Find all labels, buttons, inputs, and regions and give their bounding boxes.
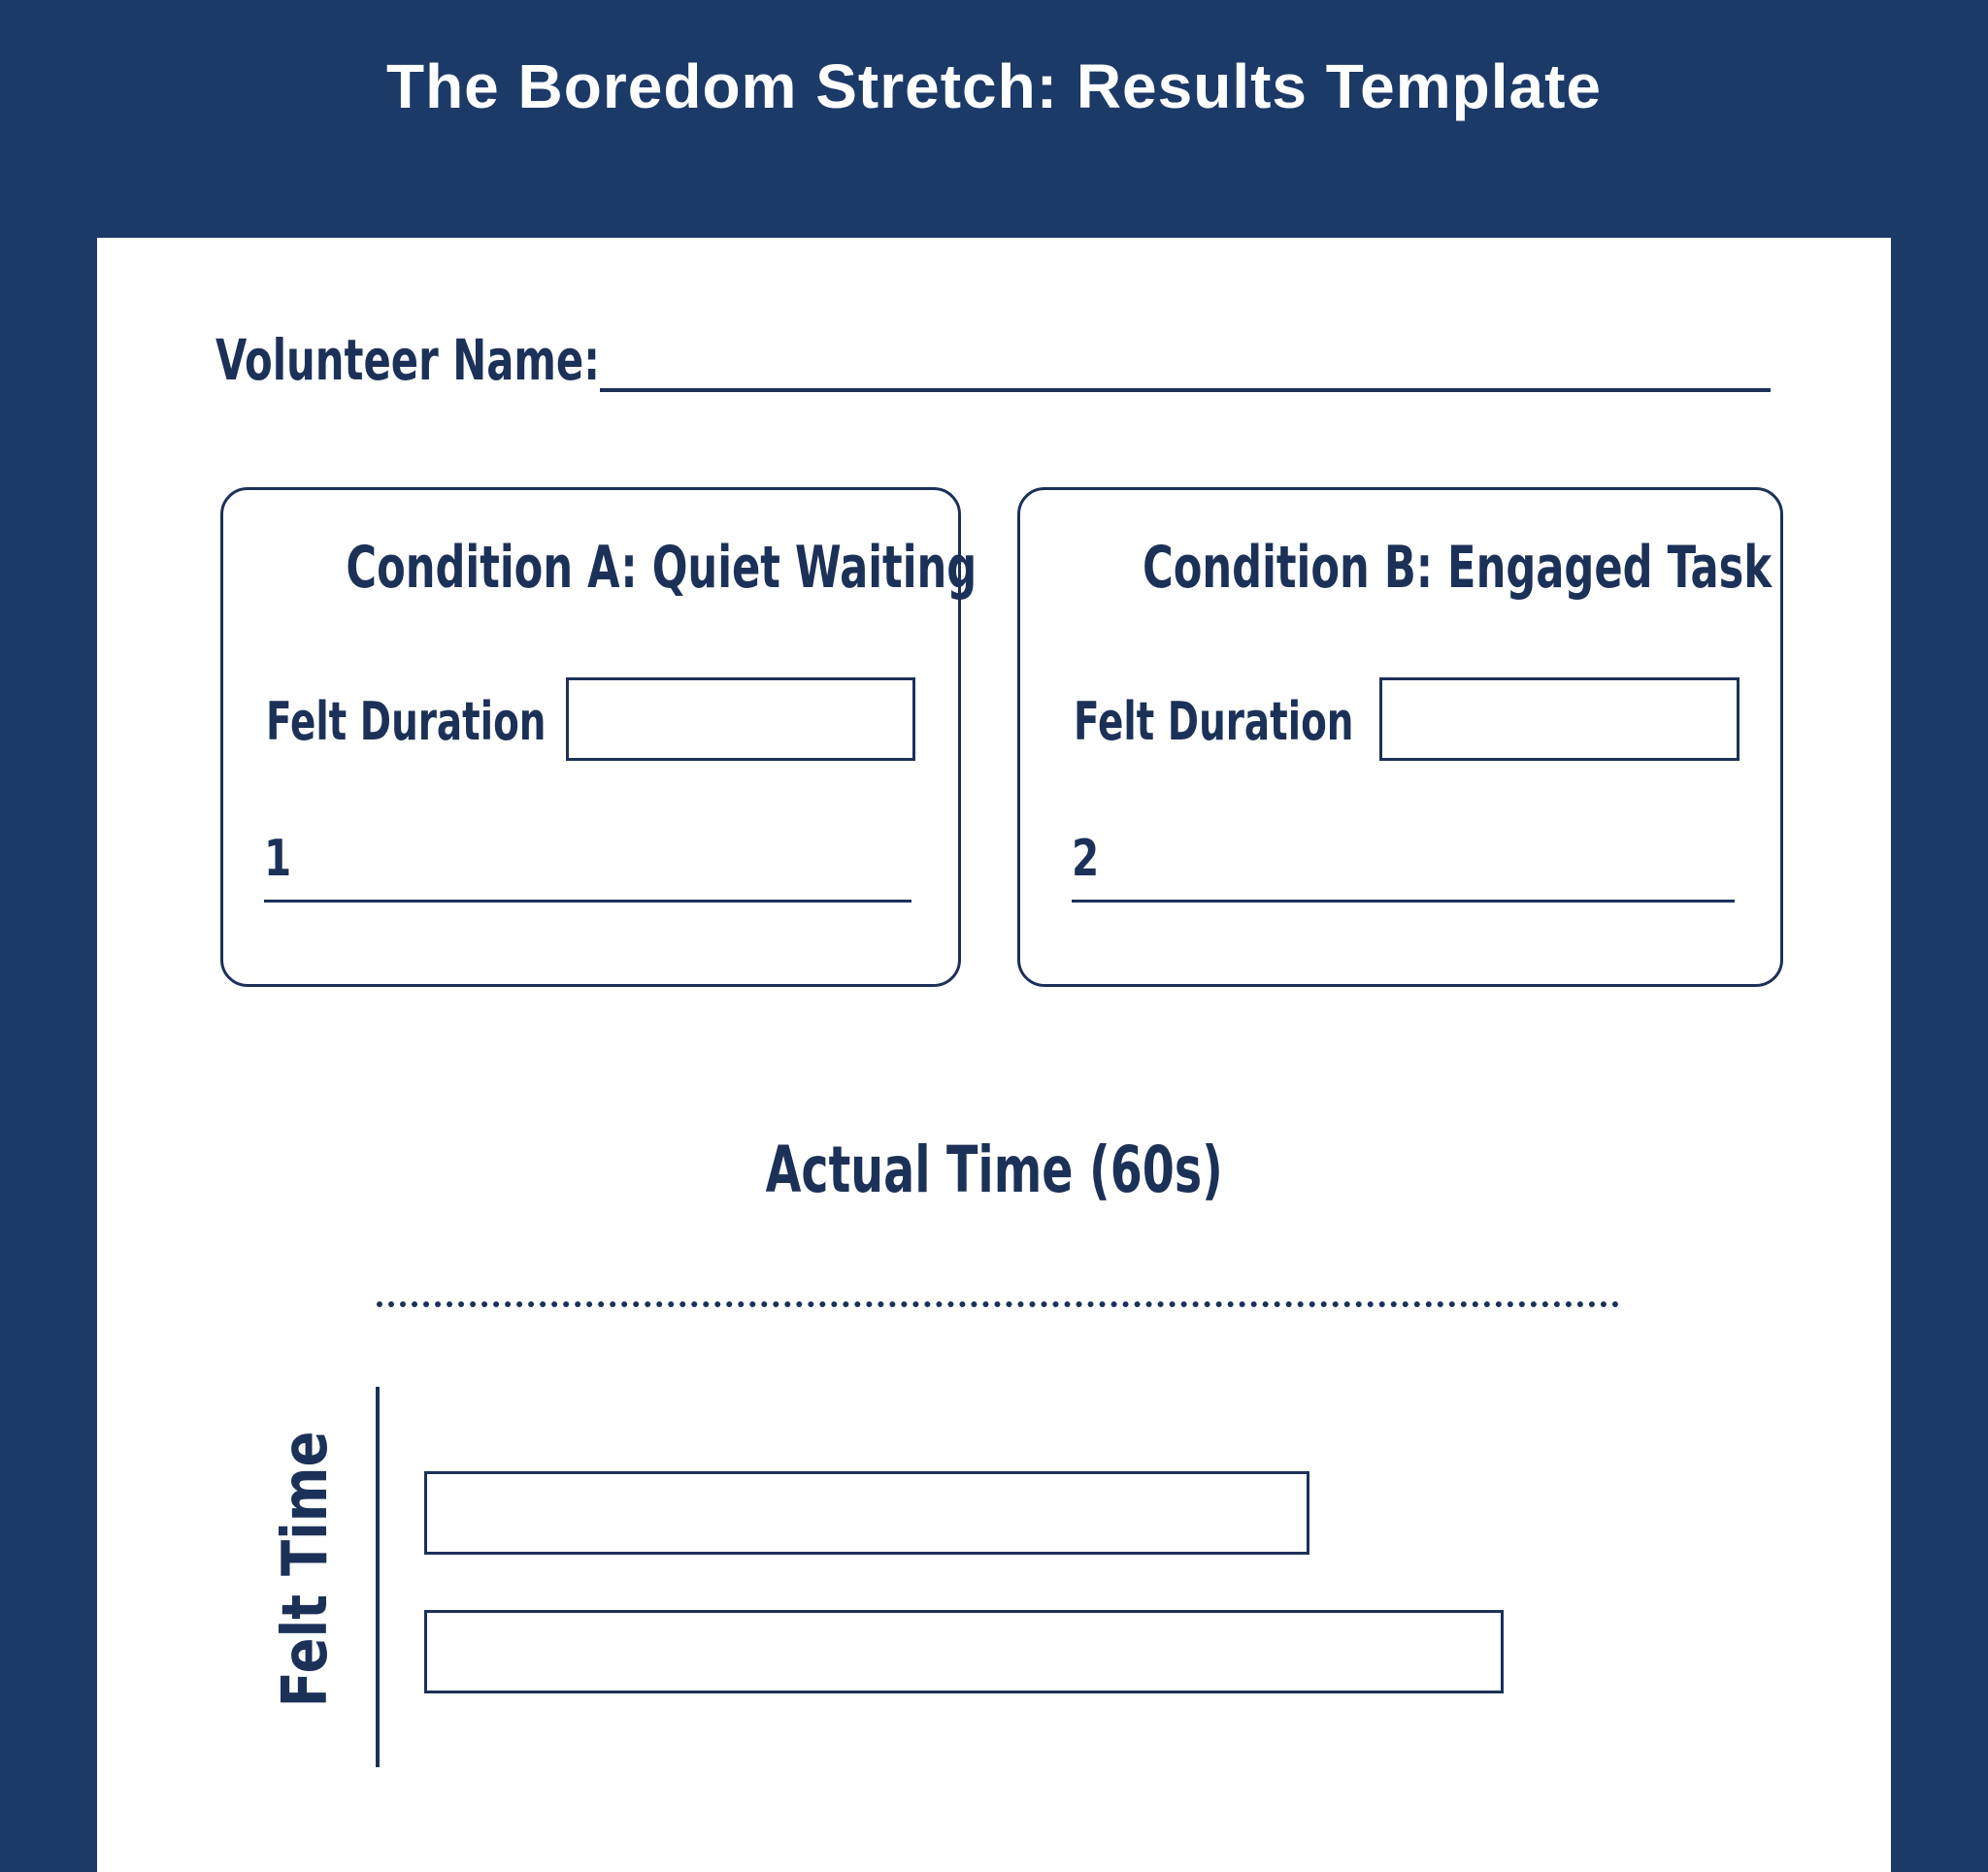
results-sheet <box>97 238 1891 1872</box>
condition-b-card <box>1017 487 1783 987</box>
condition-a-title-wrap <box>223 534 977 602</box>
condition-b-title-wrap <box>1020 534 1780 602</box>
condition-a-entry-line[interactable] <box>264 900 911 903</box>
felt-time-axis-line <box>376 1387 380 1767</box>
felt-time-bar-1[interactable] <box>424 1471 1309 1555</box>
condition-b-title: Condition B: Engaged Task <box>1143 534 1773 602</box>
condition-a-card <box>220 487 977 987</box>
condition-a-felt-duration-label: Felt Duration <box>266 691 547 752</box>
volunteer-name-field[interactable] <box>600 388 1771 392</box>
condition-b-felt-duration-label: Felt Duration <box>1074 691 1354 752</box>
volunteer-name-label: Volunteer Name: <box>215 327 600 393</box>
felt-time-bar-2[interactable] <box>424 1610 1504 1693</box>
actual-time-label: Actual Time (60s) <box>765 1133 1223 1207</box>
condition-a-title: Condition A: Quiet Waiting <box>346 534 977 602</box>
condition-b-felt-duration-box[interactable] <box>1379 677 1740 761</box>
page-title: The Boredom Stretch: Results Template <box>385 51 1603 121</box>
condition-b-entry-number: 2 <box>1072 830 1100 888</box>
felt-time-axis-label: Felt Time <box>270 1430 342 1708</box>
actual-time-label-wrap <box>97 1133 1891 1207</box>
actual-time-reference-line <box>377 1301 1619 1307</box>
condition-b-entry-line[interactable] <box>1072 900 1735 903</box>
condition-a-felt-duration-box[interactable] <box>566 677 915 761</box>
condition-a-entry-number: 1 <box>264 830 292 888</box>
